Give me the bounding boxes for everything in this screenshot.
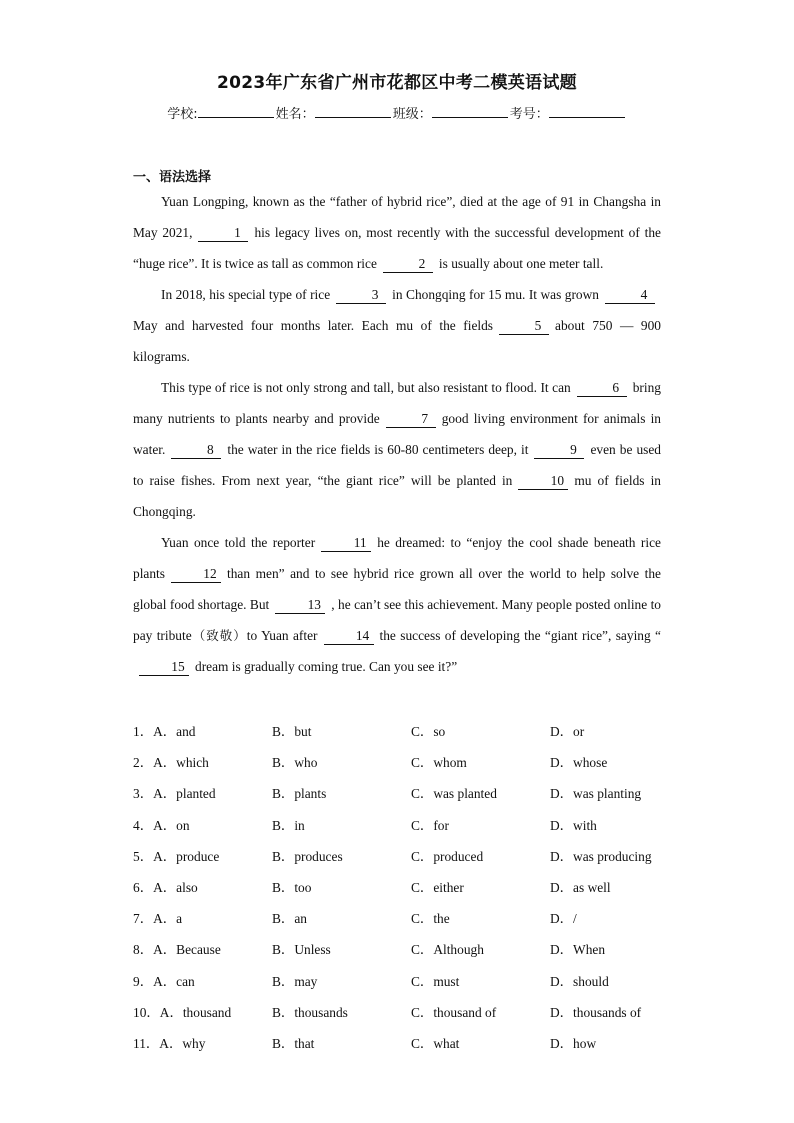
option-a-text: A．a	[153, 911, 183, 927]
option-b: B．Unless	[272, 942, 331, 958]
passage-text: the success of developing the “giant rice”, saying “	[379, 628, 661, 643]
paragraph-2	[133, 279, 661, 372]
blank-1: 1	[198, 225, 248, 242]
name-label: 姓名：	[275, 107, 315, 122]
option-a-text: A．which	[153, 755, 209, 771]
option-a-text: A．can	[153, 973, 195, 989]
paragraph-1	[133, 186, 661, 279]
option-c: C．the	[411, 911, 450, 927]
blank-12: 12	[171, 566, 221, 583]
question-row	[133, 747, 693, 778]
option-b: B．too	[272, 879, 312, 895]
option-c: C．was planted	[411, 786, 497, 802]
question-row	[133, 872, 693, 903]
blank-10: 10	[518, 473, 568, 490]
blank-8: 8	[171, 442, 221, 459]
passage-text: bring many nutrients to plants nearby and provide	[133, 380, 661, 426]
option-b: B．thousands	[272, 1004, 348, 1020]
option-d: D．/	[550, 911, 577, 927]
option-a	[133, 872, 272, 903]
option-c: C．what	[411, 1035, 460, 1051]
option-a	[133, 841, 272, 872]
school-label: 学校:	[167, 107, 198, 122]
option-a-text: A．Because	[153, 942, 221, 958]
question-row	[133, 716, 693, 747]
question-number: 2．	[133, 755, 154, 771]
number-blank	[549, 104, 625, 118]
option-b: B．produces	[272, 848, 343, 864]
question-row	[133, 903, 693, 934]
question-row	[133, 841, 693, 872]
passage-text: May and harvested four months later. Each mu of the fields	[133, 318, 494, 333]
student-info-line	[0, 103, 794, 122]
option-b: B．but	[272, 724, 312, 739]
question-number: 7．	[133, 911, 154, 927]
option-a	[133, 934, 272, 965]
passage-text: Yuan once told the reporter	[161, 535, 316, 550]
blank-7: 7	[386, 411, 436, 428]
passage-text: is usually about one meter tall.	[438, 256, 604, 271]
passage-text: , he can’t see this achievement. Many people posted online to pay tribute	[133, 597, 662, 643]
option-a-text: A．thousand	[159, 1004, 232, 1020]
option-c: C．either	[411, 879, 464, 895]
option-b: B．may	[272, 973, 318, 989]
option-a	[133, 1028, 272, 1059]
section-heading: 一、语法选择	[133, 170, 212, 185]
paragraph-4	[133, 527, 661, 682]
question-number: 5．	[133, 848, 154, 864]
blank-15: 15	[139, 659, 189, 676]
option-a	[133, 966, 272, 997]
question-number: 8．	[133, 942, 154, 958]
question-row	[133, 966, 693, 997]
option-c: C．so	[411, 724, 446, 739]
option-d: D．should	[550, 973, 609, 989]
option-c: C．thousand of	[411, 1004, 497, 1020]
passage-text: in Chongqing for 15 mu. It was grown	[392, 287, 599, 302]
option-d: D．how	[550, 1035, 597, 1051]
question-row	[133, 1028, 693, 1059]
option-a-text: A．on	[153, 817, 190, 833]
name-blank	[315, 104, 391, 118]
passage-text: Yuan Longping, known as the “father of hybrid rice”, died at the age of 91 in Changsha in May 2021,	[133, 194, 661, 240]
question-number: 11．	[133, 1035, 160, 1051]
passage-text: his legacy lives on, most recently with the successful development of the “huge rice”. It is twice as tall as common rice	[133, 225, 661, 271]
class-label: 班级：	[392, 107, 432, 122]
question-number: 1．	[133, 724, 154, 739]
option-d: D．was planting	[550, 786, 642, 802]
question-row	[133, 810, 693, 841]
question-row	[133, 934, 693, 965]
option-a-text: A．planted	[153, 786, 216, 802]
blank-4: 4	[605, 287, 655, 304]
option-d: D．or	[550, 724, 585, 739]
option-b: B．in	[272, 817, 305, 833]
option-a	[133, 997, 272, 1028]
chinese-gloss: （致敬）	[191, 628, 247, 643]
option-d: D．When	[550, 942, 606, 958]
blank-2: 2	[383, 256, 433, 273]
option-b: B．plants	[272, 786, 327, 802]
passage-text: than men” and to see hybrid rice grown all over the world to help solve the global food shortage. But	[133, 566, 661, 612]
option-d: D．as well	[550, 879, 611, 895]
option-d: D．thousands of	[550, 1004, 642, 1020]
blank-6: 6	[577, 380, 627, 397]
option-a	[133, 716, 272, 747]
question-row	[133, 997, 693, 1028]
blank-3: 3	[336, 287, 386, 304]
page-title: 2023年广东省广州市花都区中考二模英语试题	[217, 73, 577, 93]
blank-9: 9	[534, 442, 584, 459]
blank-13: 13	[275, 597, 325, 614]
option-a	[133, 778, 272, 809]
option-b: B．an	[272, 911, 307, 927]
passage-text: mu of fields in Chongqing.	[133, 473, 661, 519]
question-number: 3．	[133, 786, 154, 802]
question-number: 9．	[133, 973, 154, 989]
class-blank	[432, 104, 508, 118]
school-blank	[198, 104, 274, 118]
question-row	[133, 778, 693, 809]
option-c: C．whom	[411, 755, 467, 771]
passage-text: about 750 — 900 kilograms.	[133, 318, 661, 364]
option-a	[133, 810, 272, 841]
option-b: B．that	[272, 1035, 315, 1051]
option-a-text: A．and	[153, 724, 196, 739]
option-d: D．with	[550, 817, 597, 833]
question-number: 10．	[133, 1004, 160, 1020]
option-a-text: A．also	[153, 879, 198, 895]
reading-passage	[133, 186, 661, 682]
answer-options	[133, 716, 693, 1059]
question-number: 4．	[133, 817, 154, 833]
option-a-text: A．why	[159, 1035, 206, 1051]
option-a	[133, 747, 272, 778]
blank-14: 14	[324, 628, 374, 645]
option-d: D．whose	[550, 755, 608, 771]
option-a-text: A．produce	[153, 848, 220, 864]
passage-text: In 2018, his special type of rice	[161, 287, 331, 302]
option-b: B．who	[272, 755, 318, 771]
option-c: C．produced	[411, 848, 484, 864]
option-c: C．Although	[411, 942, 484, 958]
blank-5: 5	[499, 318, 549, 335]
option-d: D．was producing	[550, 848, 652, 864]
passage-text: to Yuan after	[246, 628, 318, 643]
passage-text: he dreamed: to “enjoy the cool shade beneath rice plants	[133, 535, 661, 581]
paragraph-3	[133, 372, 661, 527]
passage-text: dream is gradually coming true. Can you see it?”	[195, 659, 458, 674]
option-c: C．must	[411, 973, 460, 989]
passage-text: even be used to raise fishes. From next year, “the giant rice” will be planted in	[133, 442, 661, 488]
number-label: 考号：	[509, 107, 549, 122]
passage-text: This type of rice is not only strong and tall, but also resistant to flood. It can	[161, 380, 571, 395]
option-a	[133, 903, 272, 934]
question-number: 6．	[133, 879, 154, 895]
option-c: C．for	[411, 817, 449, 833]
passage-text: good living environment for animals in water.	[133, 411, 661, 457]
passage-text: the water in the rice fields is 60-80 centimeters deep, it	[227, 442, 529, 457]
blank-11: 11	[321, 535, 371, 552]
